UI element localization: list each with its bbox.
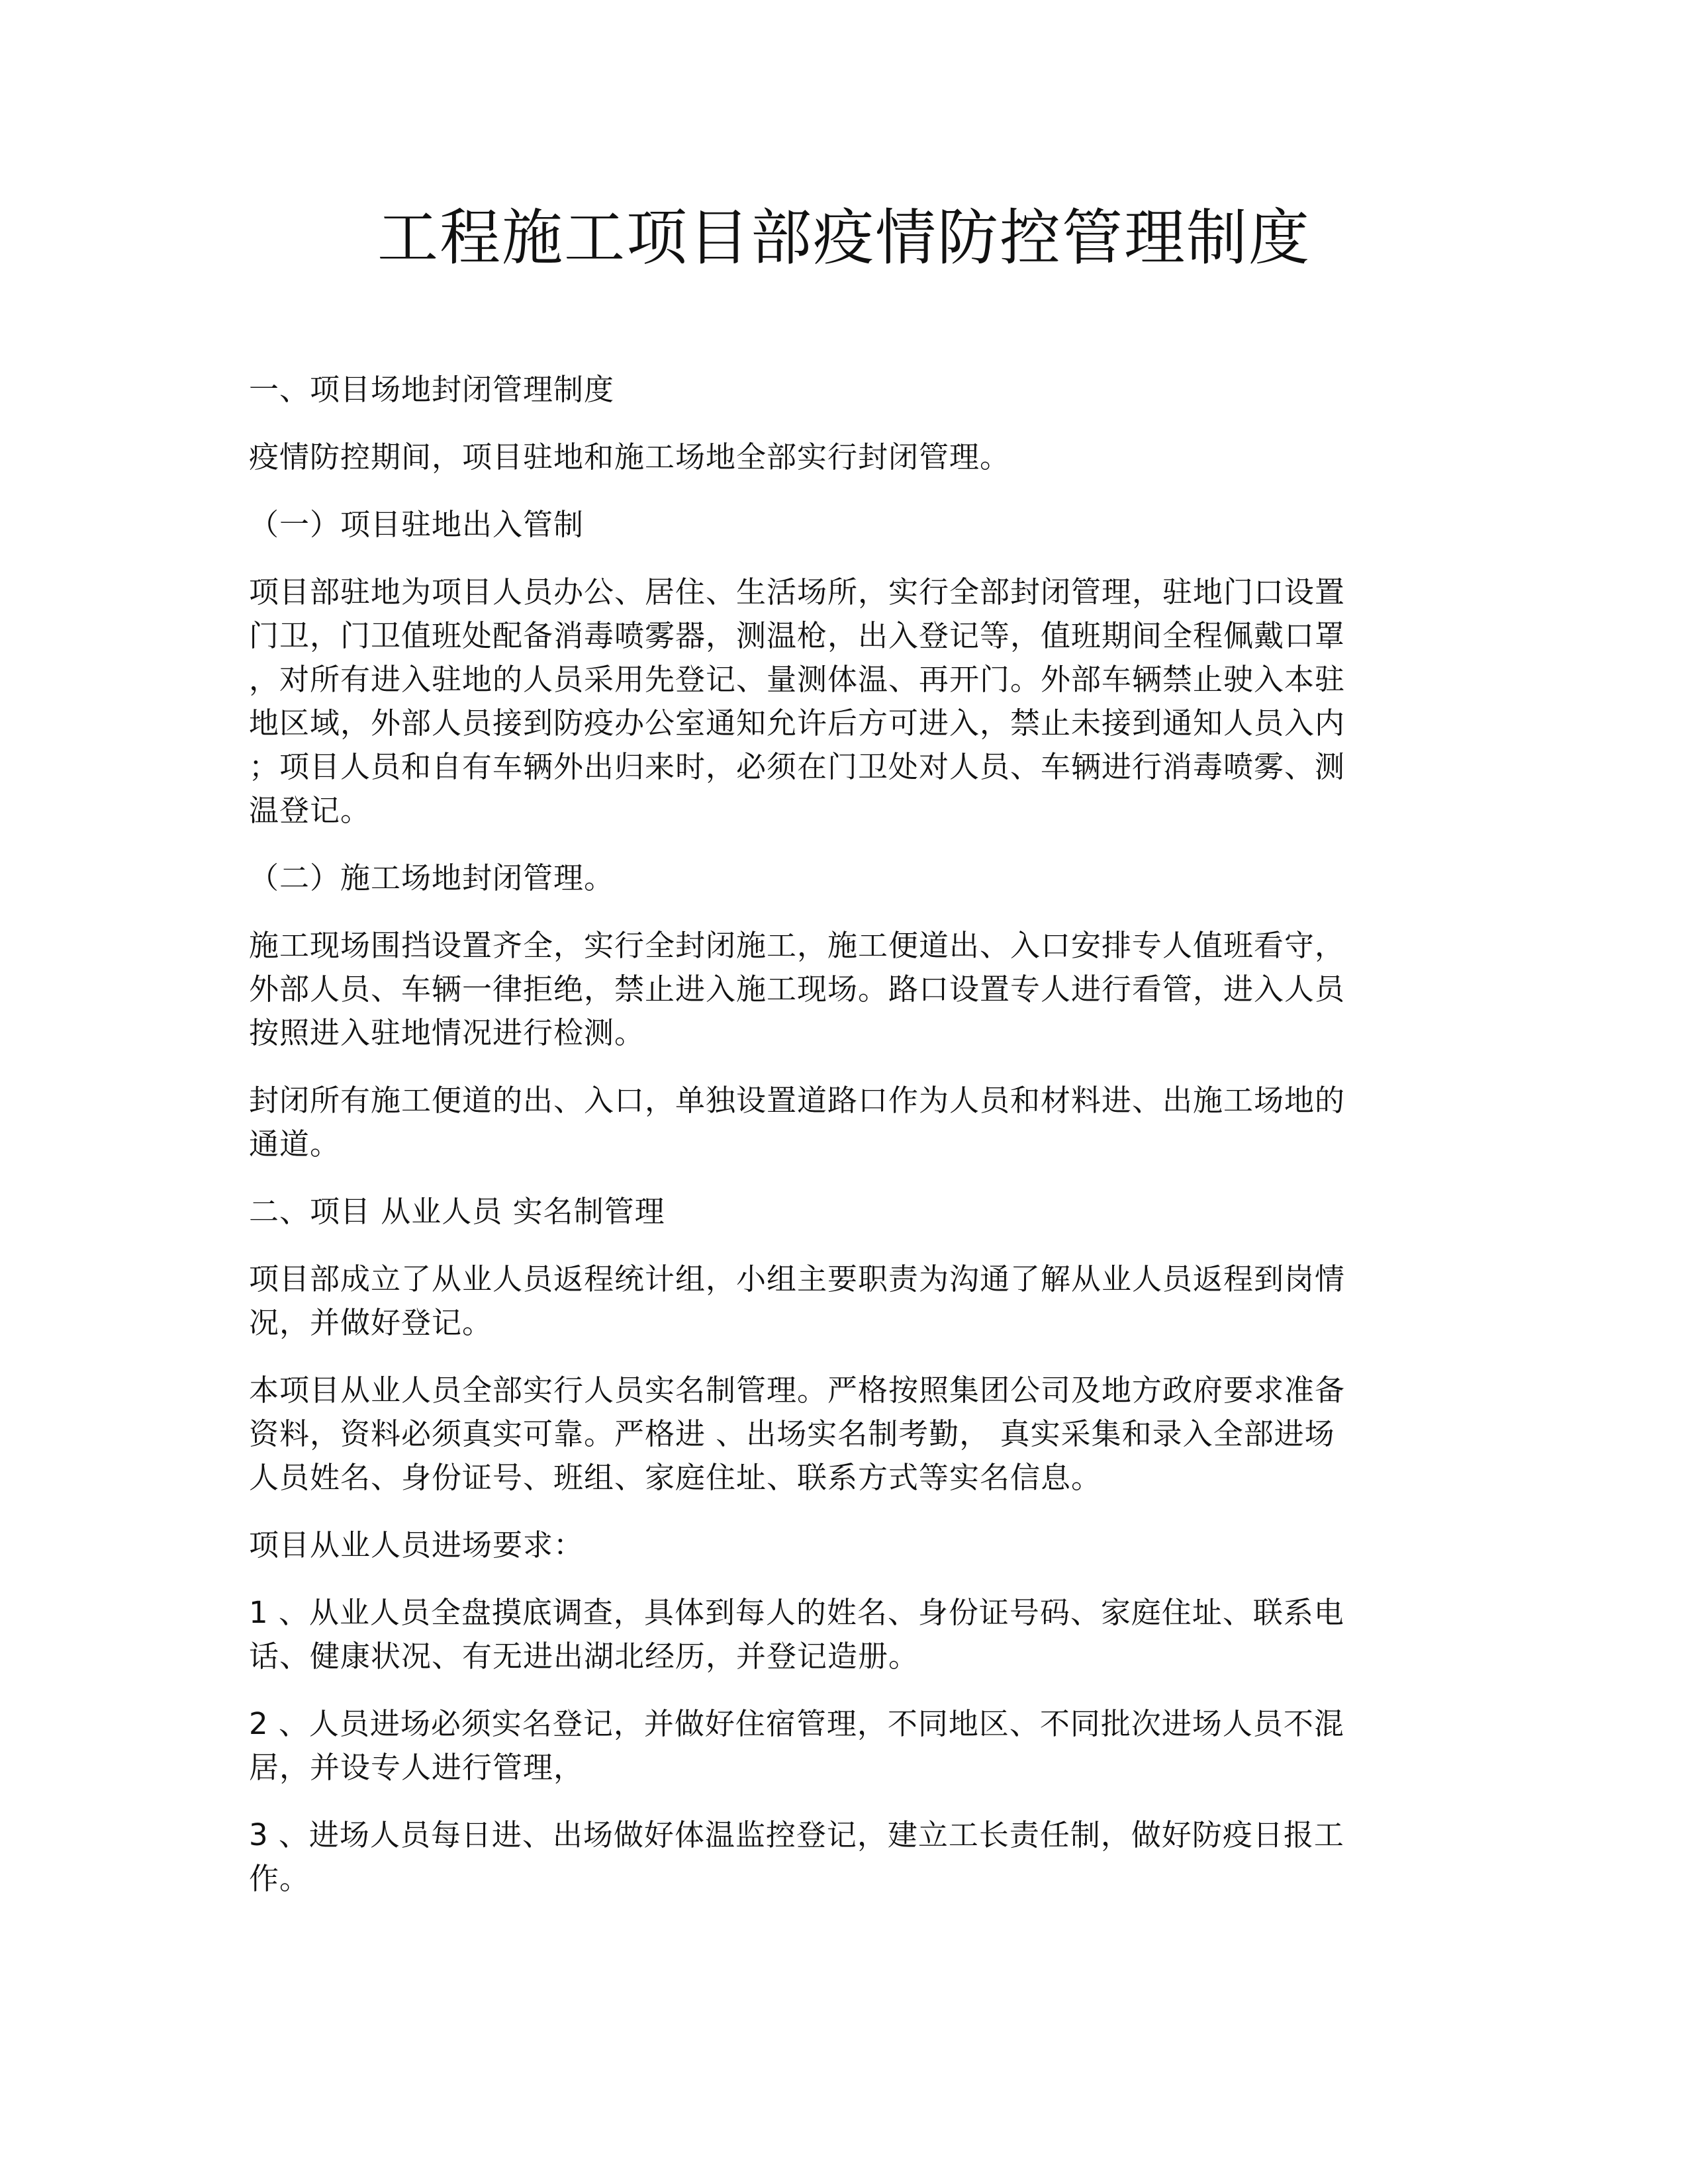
paragraph-line: ；项目人员和自有车辆外出归来时，必须在门卫处对人员、车辆进行消毒喷雾、测 bbox=[249, 749, 1346, 784]
paragraph bbox=[249, 1591, 1440, 1678]
paragraph bbox=[249, 1190, 1440, 1234]
paragraph bbox=[249, 1369, 1440, 1500]
paragraph-line: （二）施工场地封闭管理。 bbox=[249, 860, 615, 895]
paragraph bbox=[249, 1257, 1440, 1345]
paragraph-line: 温登记。 bbox=[249, 793, 371, 828]
paragraph bbox=[249, 1079, 1440, 1166]
paragraph-line: 门卫，门卫值班处配备消毒喷雾器，测温枪，出入登记等，值班期间全程佩戴口罩 bbox=[249, 618, 1346, 653]
document-title: 工程施工项目部疫情防控管理制度 bbox=[377, 203, 1311, 273]
paragraph-line: 施工现场围挡设置齐全，实行全封闭施工，施工便道出、入口安排专人值班看守， bbox=[249, 928, 1346, 963]
paragraph-line: 地区域，外部人员接到防疫办公室通知允许后方可进入，禁止未接到通知人员入内 bbox=[249, 705, 1346, 741]
paragraph-line: 通道。 bbox=[249, 1126, 341, 1161]
paragraph-line: 一、项目场地封闭管理制度 bbox=[249, 372, 615, 407]
paragraph-line: 项目部驻地为项目人员办公、居住、生活场所，实行全部封闭管理，驻地门口设置 bbox=[249, 574, 1346, 610]
paragraph-line: 1 、从业人员全盘摸底调查，具体到每人的姓名、身份证号码、家庭住址、联系电 bbox=[249, 1595, 1344, 1630]
paragraph-line: 项目从业人员进场要求： bbox=[249, 1527, 585, 1563]
paragraph-line: 居，并设专人进行管理， bbox=[249, 1750, 585, 1785]
paragraph-line: 外部人员、车辆一律拒绝，禁止进入施工现场。路口设置专人进行看管，进入人员 bbox=[249, 972, 1346, 1007]
paragraph bbox=[249, 503, 1440, 547]
paragraph-line: 3 、进场人员每日进、出场做好体温监控登记，建立工长责任制，做好防疫日报工 bbox=[249, 1817, 1344, 1852]
paragraph-line: 二、项目 从业人员 实名制管理 bbox=[249, 1194, 665, 1229]
paragraph-line: 封闭所有施工便道的出、入口，单独设置道路口作为人员和材料进、出施工场地的 bbox=[249, 1083, 1346, 1118]
paragraph-line: ，对所有进入驻地的人员采用先登记、量测体温、再开门。外部车辆禁止驶入本驻 bbox=[249, 662, 1346, 697]
paragraph-line: 话、健康状况、有无进出湖北经历，并登记造册。 bbox=[249, 1639, 919, 1674]
paragraph-line: 本项目从业人员全部实行人员实名制管理。严格按照集团公司及地方政府要求准备 bbox=[249, 1373, 1346, 1408]
paragraph-line: 疫情防控期间，项目驻地和施工场地全部实行封闭管理。 bbox=[249, 439, 1011, 475]
paragraph bbox=[249, 368, 1440, 412]
paragraph bbox=[249, 1524, 1440, 1567]
paragraph bbox=[249, 924, 1440, 1055]
paragraph-line: 按照进入驻地情况进行检测。 bbox=[249, 1015, 645, 1050]
paragraph bbox=[249, 1702, 1440, 1790]
paragraph bbox=[249, 570, 1440, 833]
paragraph-line: 人员姓名、身份证号、班组、家庭住址、联系方式等实名信息。 bbox=[249, 1460, 1102, 1495]
paragraph bbox=[249, 856, 1440, 900]
paragraph-line: 项目部成立了从业人员返程统计组，小组主要职责为沟通了解从业人员返程到岗情 bbox=[249, 1261, 1346, 1297]
paragraph bbox=[249, 435, 1440, 479]
paragraph-line: （一）项目驻地出入管制 bbox=[249, 507, 585, 542]
paragraph bbox=[249, 1813, 1440, 1901]
paragraph-line: 作。 bbox=[249, 1861, 310, 1896]
paragraph-line: 资料，资料必须真实可靠。严格进 、出场实名制考勤， 真实采集和录入全部进场 bbox=[249, 1416, 1335, 1451]
paragraph-line: 况，并做好登记。 bbox=[249, 1305, 493, 1340]
document-body bbox=[249, 368, 1440, 1901]
paragraph-line: 2 、人员进场必须实名登记，并做好住宿管理，不同地区、不同批次进场人员不混 bbox=[249, 1706, 1344, 1741]
